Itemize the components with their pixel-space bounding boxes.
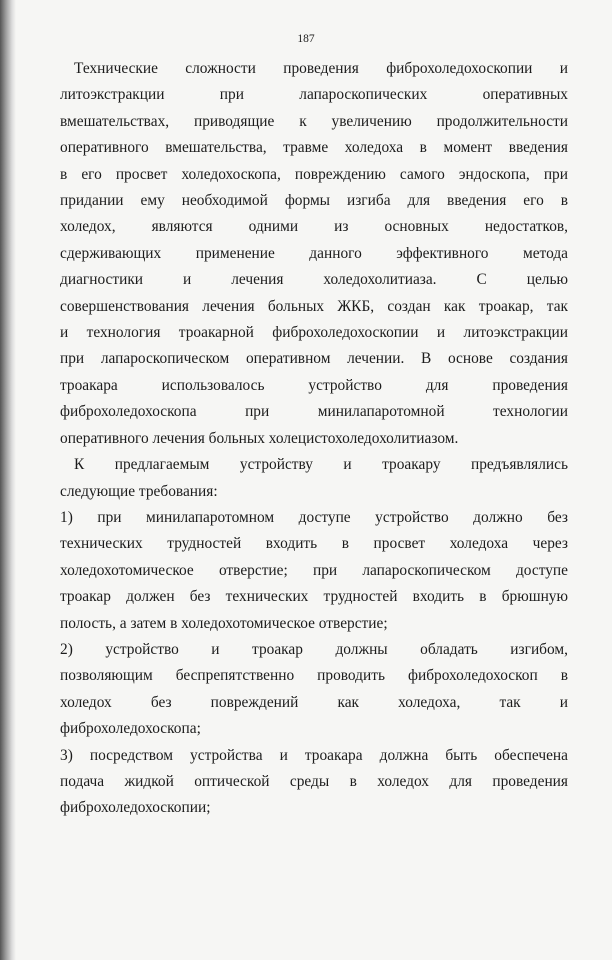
text-line: троакара использовалось устройство для проведения xyxy=(60,376,568,394)
text-line: вмешательствах, приводящие к увеличению продолжительности xyxy=(60,112,568,130)
text-line: 2) устройство и троакар должны обладать изгибом, xyxy=(60,640,568,658)
text-line: оперативного вмешательства, травме холедоха в момент введения xyxy=(60,139,568,157)
scan-edge-shadow xyxy=(0,0,16,960)
text-line: К предлагаемым устройству и троакару предъявлялись xyxy=(74,456,568,474)
text-line: при лапароскопическом оперативном лечении. В основе создания xyxy=(60,350,568,368)
text-line: технических трудностей входить в просвет холедоха через xyxy=(60,535,568,553)
text-line: 3) посредством устройства и троакара должна быть обеспечена xyxy=(60,746,568,764)
text-line: следующие требования: xyxy=(60,482,218,500)
text-line: фиброхоледохоскопа при минилапаротомной технологии xyxy=(60,403,568,421)
text-line: в его просвет холедохоскопа, повреждению самого эндоскопа, при xyxy=(60,165,568,183)
text-line: и технология троакарной фиброхоледохоскопии и литоэкстракции xyxy=(60,324,568,342)
text-line: литоэкстракции при лапароскопических оперативных xyxy=(60,86,568,104)
text-line: подача жидкой оптической среды в холедох для проведения xyxy=(60,772,568,790)
text-line: Технические сложности проведения фиброхоледохоскопии и xyxy=(74,60,568,77)
text-line: холедох без повреждений как холедоха, так и xyxy=(60,693,568,711)
text-line: полость, а затем в холедохотомическое отверстие; xyxy=(60,614,388,632)
text-line: холедох, являются одними из основных недостатков, xyxy=(60,218,568,236)
text-line: позволяющим беспрепятственно проводить фиброхоледохоскоп в xyxy=(60,667,568,685)
text-line: холедохотомическое отверстие; при лапароскопическом доступе xyxy=(60,561,568,579)
text-line: диагностики и лечения холедохолитиаза. С целью xyxy=(60,271,568,289)
page-number: 187 xyxy=(297,33,315,45)
text-line: 1) при минилапаротомном доступе устройство должно без xyxy=(60,508,568,526)
text-line: оперативного лечения больных холецистохоледохолитиазом. xyxy=(60,429,459,447)
body-text xyxy=(60,56,568,822)
text-line: сдерживающих применение данного эффективного метода xyxy=(60,244,568,262)
text-line: троакар должен без технических трудностей входить в брюшную xyxy=(60,588,568,606)
text-line: придании ему необходимой формы изгиба для введения его в xyxy=(60,192,568,210)
text-line: фиброхоледохоскопии; xyxy=(60,799,211,817)
text-line: фиброхоледохоскопа; xyxy=(60,720,201,738)
text-line: совершенствования лечения больных ЖКБ, создан как троакар, так xyxy=(60,297,568,315)
